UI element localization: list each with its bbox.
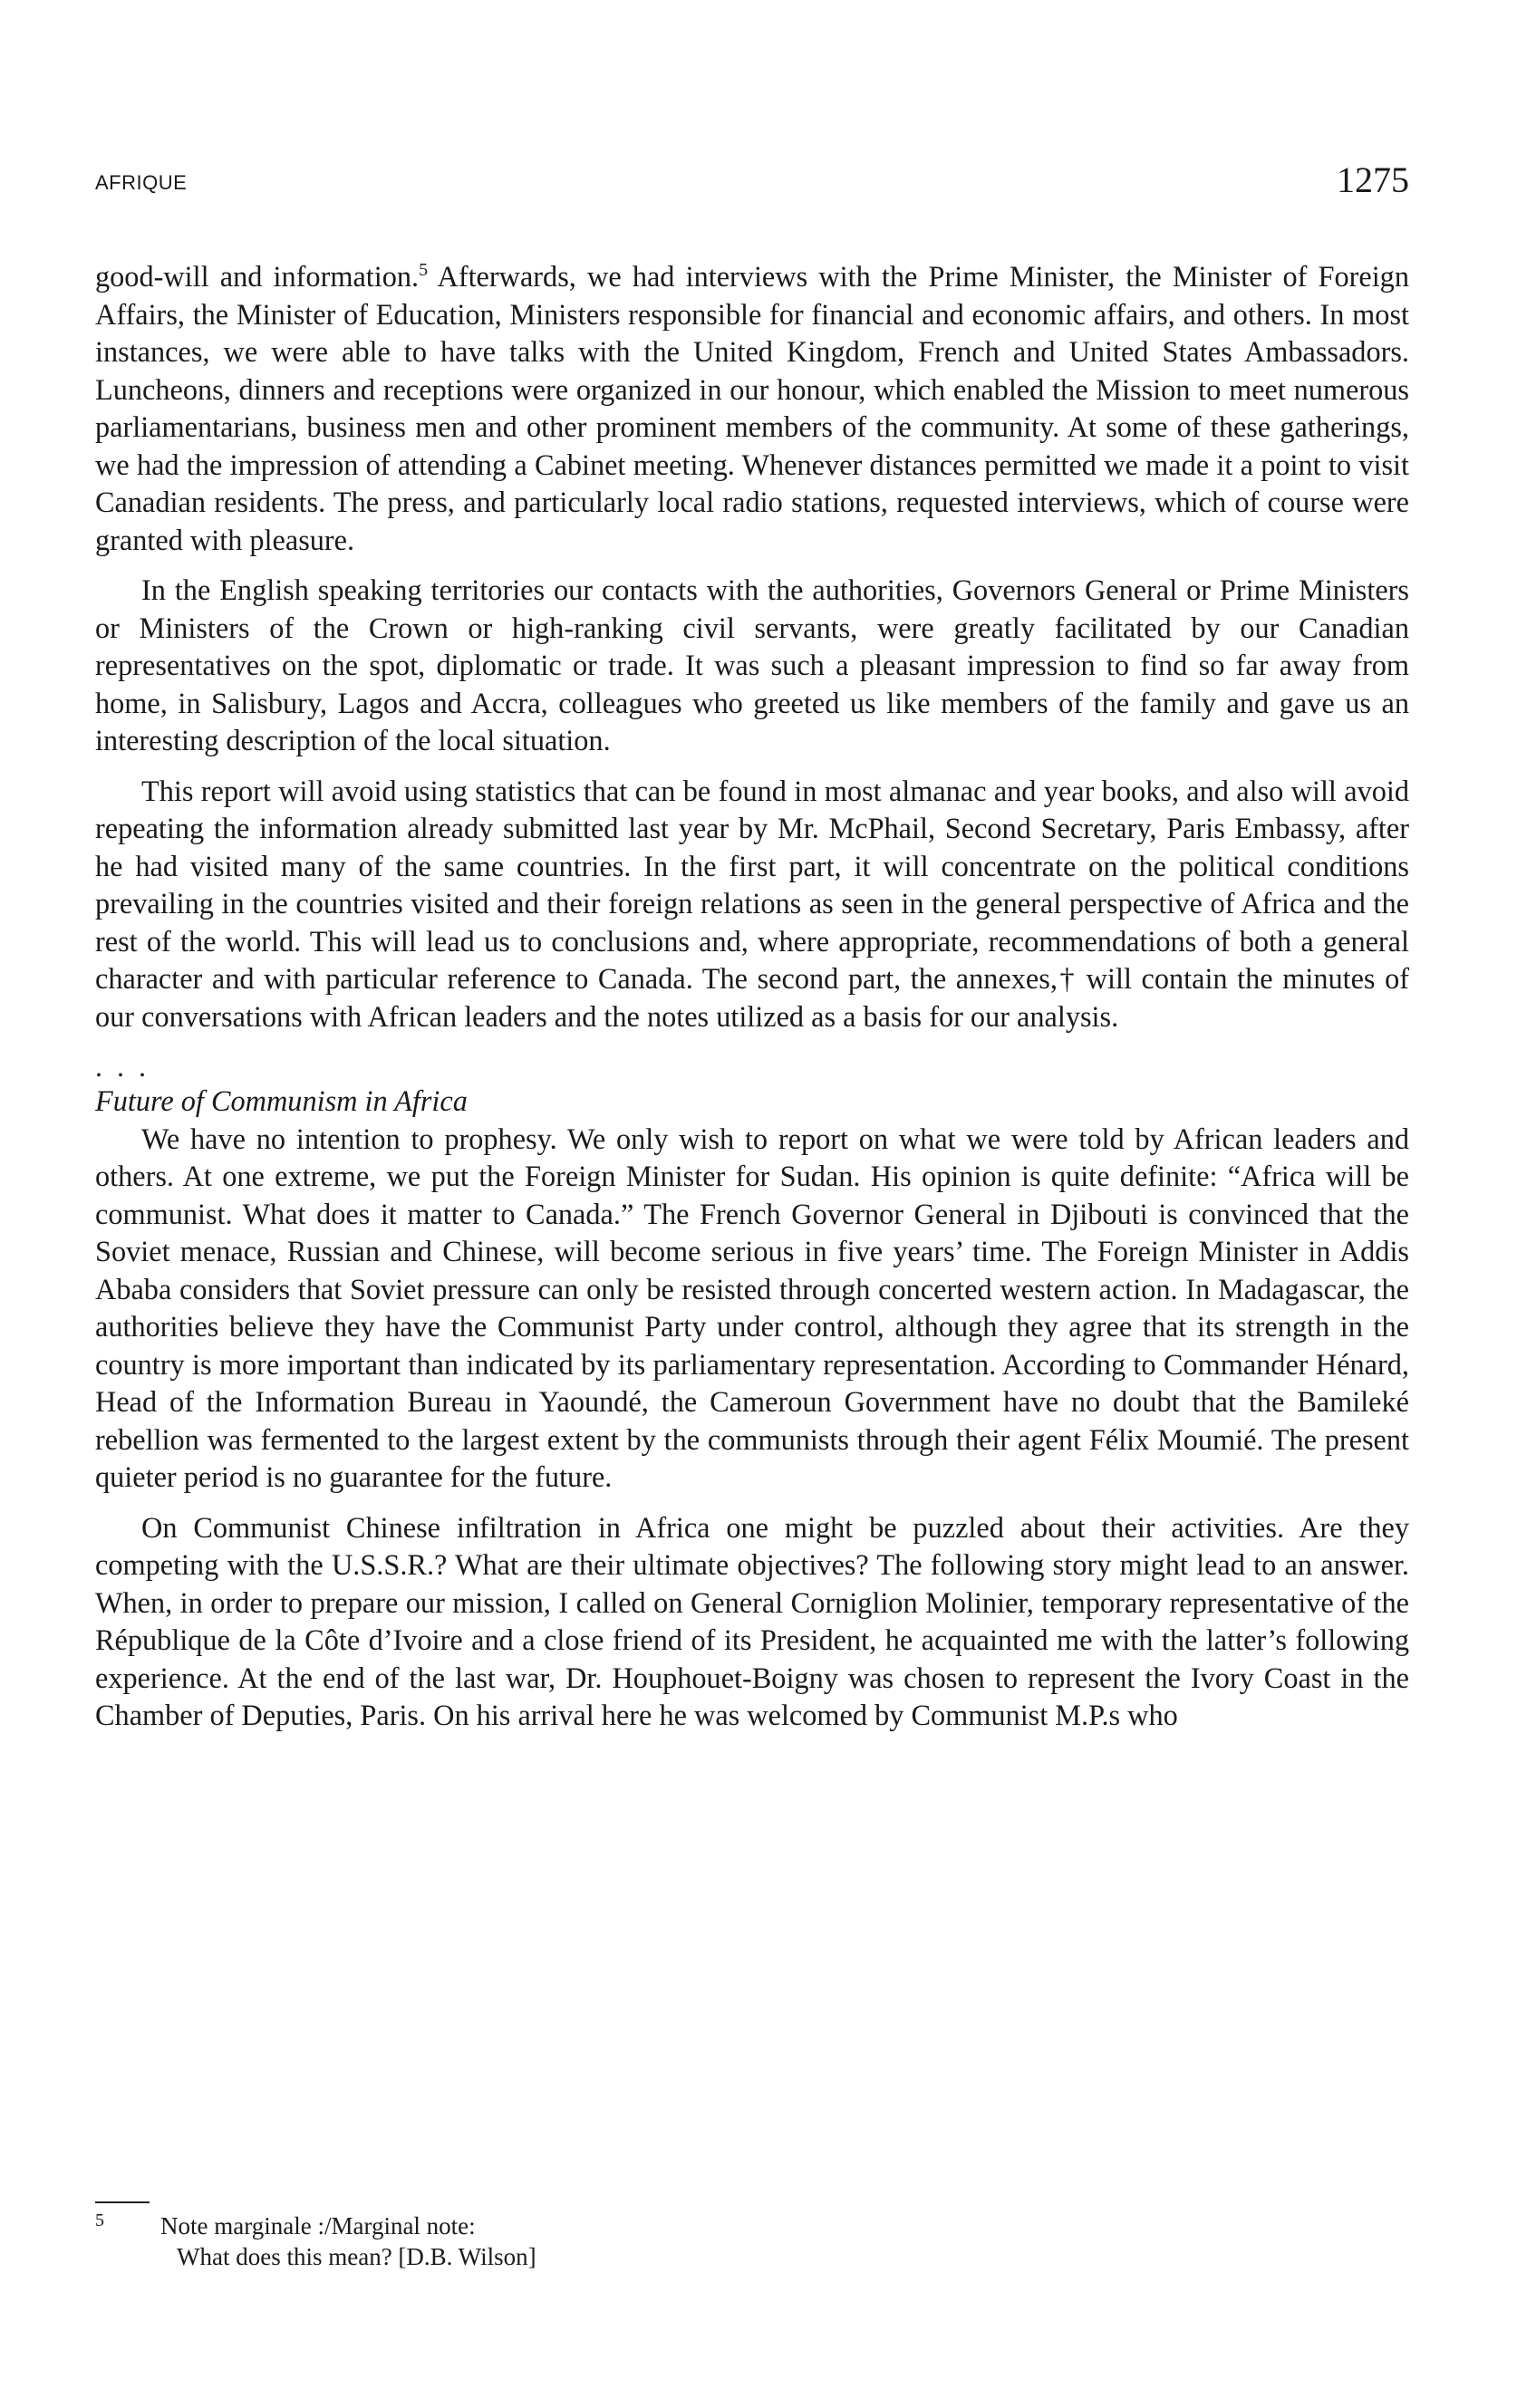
footnote-rule xyxy=(95,2201,150,2203)
footnote-line-2: What does this mean? [D.B. Wilson] xyxy=(177,2243,536,2270)
paragraph-5: On Communist Chinese infiltration in Africa one might be puzzled about their activities. Are they competing with the U.S.S.R.? What are their ultimate objectives? The following story might lead to an answer. When, in order to prepare our mission, I called on General Corniglion Molinier, temporary representative of the République de la Côte d’Ivoire and a close friend of its President, he acquainted me with the latter’s following experience. At the end of the last war, Dr. Houphouet-Boigny was chosen to represent the Ivory Coast in the Chamber of Deputies, Paris. On his arrival here he was welcomed by Communist M.P.s who xyxy=(95,1510,1409,1731)
page-header xyxy=(95,159,1409,204)
footnote-ref: 5 xyxy=(419,260,429,281)
body-text xyxy=(95,258,1409,1735)
paragraph-2: In the English speaking territories our contacts with the authorities, Governors General or Prime Ministers or Ministers of the Crown or high-ranking civil servants, were greatly facilitated by our Canadian representatives on the spot, diplomatic or trade. It was such a pleasant impression to find so far away from home, in Salisbury, Lagos and Accra, colleagues who greeted us like members of the family and gave us an interesting description of the local situation. xyxy=(95,573,1409,756)
paragraph-1-start: good-will and information. xyxy=(95,260,420,293)
running-head: AFRIQUE xyxy=(95,171,188,194)
ellipsis-break: . . . xyxy=(95,1050,150,1083)
section-heading: Future of Communism in Africa xyxy=(95,1084,468,1117)
footnote-number: 5 xyxy=(95,2211,104,2230)
document-page xyxy=(95,159,1409,1748)
footnote xyxy=(95,2211,911,2272)
footnote-line-1: Note marginale :/Marginal note: xyxy=(160,2212,476,2239)
page-number: 1275 xyxy=(1337,159,1409,200)
paragraph-3: This report will avoid using statistics that can be found in most almanac and year books, and also will avoid repeating the information already submitted last year by Mr. McPhail, Second Secretary, Paris Embassy, after he had visited many of the same countries. In the first part, it will concentrate on the political conditions prevailing in the countries visited and their foreign relations as seen in the general perspective of Africa and the rest of the world. This will lead us to conclusions and, where appropriate, recommendations of both a general character and with particular reference to Canada. The second part, the annexes,† will contain the minutes of our conversations with African leaders and the notes utilized as a basis for our analysis. xyxy=(95,774,1409,1033)
paragraph-1 xyxy=(95,258,1409,559)
paragraph-1-rest: Afterwards, we had interviews with the Prime Minister, the Minister of Foreign Affairs, the Minister of Education, Ministers responsible for financial and economic affairs, and others. In most instances, we were able to have talks with the United Kingdom, French and United States Ambassadors. Luncheons, dinners and receptions were organized in our honour, which enabled the Mission to meet numerous parliamentarians, business men and other prominent members of the community. At some of these gatherings, we had the impression of attending a Cabinet meeting. Whenever distances permitted we made it a point to visit Canadian residents. The press, and particularly local radio stations, requested interviews, which of course were granted with pleasure. xyxy=(95,260,1409,556)
paragraph-4: We have no intention to prophesy. We only wish to report on what we were told by African leaders and others. At one extreme, we put the Foreign Minister for Sudan. His opinion is quite definite: “Africa will be communist. What does it matter to Canada.” The French Governor General in Djibouti is convinced that the Soviet menace, Russian and Chinese, will become serious in five years’ time. The Foreign Minister in Addis Ababa considers that Soviet pressure can only be resisted through concerted western action. In Madagascar, the authorities believe they have the Communist Party under control, although they agree that its strength in the country is more important than indicated by its parliamentary representation. According to Commander Hénard, Head of the Information Bureau in Yaoundé, the Cameroun Government have no doubt that the Bamileké rebellion was fermented to the largest extent by the communists through their agent Félix Moumié. The present quieter period is no guarantee for the future. xyxy=(95,1122,1409,1493)
